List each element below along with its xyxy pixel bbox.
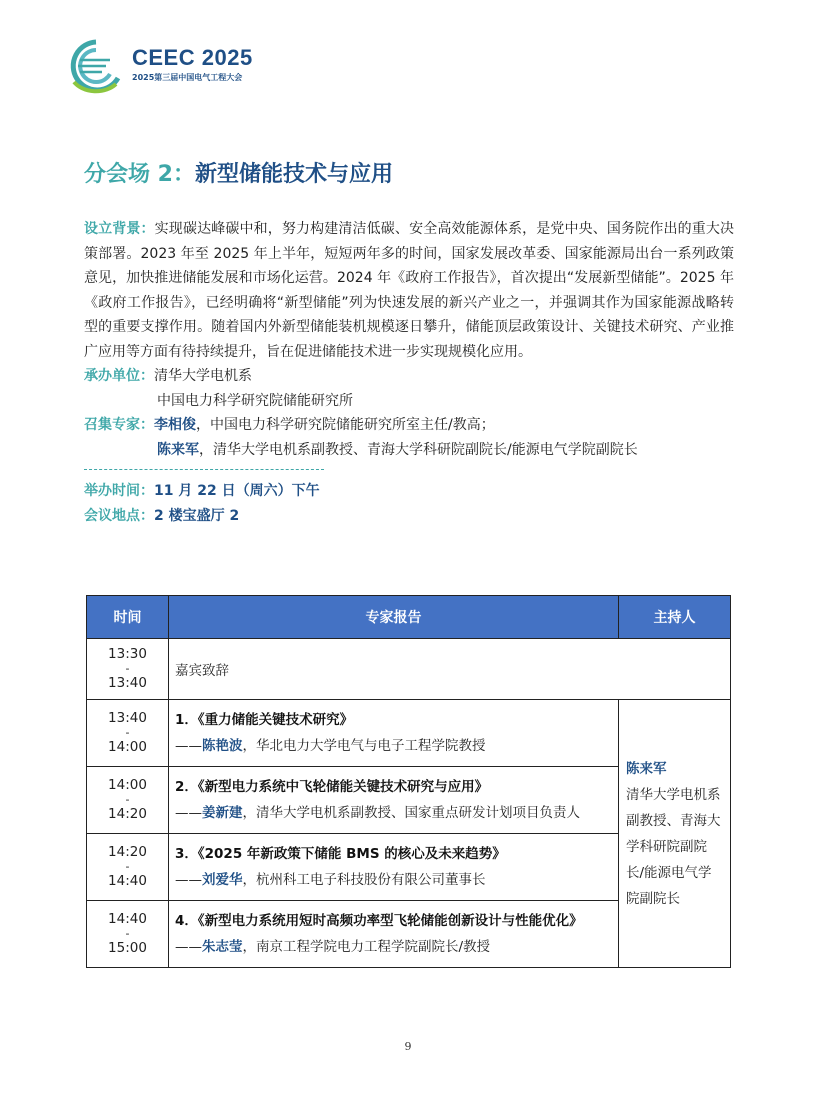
speaker-dash: —— <box>175 939 202 955</box>
talk-cell <box>169 700 619 767</box>
table-row <box>87 700 731 767</box>
section-title-prefix: 分会场 2： <box>84 162 195 187</box>
logo-name: CEEC 2025 <box>132 45 253 70</box>
schedule-table <box>86 595 731 968</box>
time-dash: - <box>125 726 130 739</box>
time-dash: - <box>125 662 130 675</box>
table-row <box>87 639 731 700</box>
page-number: 9 <box>404 1040 412 1053</box>
speaker-dash: —— <box>175 805 202 821</box>
talk-speaker-line <box>175 733 617 759</box>
convener-1-desc: ，中国电力科学研究院储能研究所室主任/教高； <box>196 417 495 433</box>
speaker-name: 刘爱华 <box>202 872 243 888</box>
speaker-affiliation: ，南京工程学院电力工程学院副院长/教授 <box>242 939 491 955</box>
talk-cell <box>169 834 619 901</box>
talk-speaker-line <box>175 800 617 826</box>
convener-2-desc: ，清华大学电机系副教授、青海大学科研院副院长/能源电气学院副院长 <box>199 441 638 458</box>
end-time: 13:40 <box>108 675 147 691</box>
logo-globe-icon <box>66 38 122 94</box>
background-text: 实现碳达峰碳中和，努力构建清洁低碳、安全高效能源体系，是党中央、国务院作出的重大决策部署。2023 年至 2025 年上半年，短短两年多的时间，国家发展改革委、国家能源局出台一系列政策意见，加快推进储能发展和市场化运营。2024 年《政府工作报告》，首次提出“发展新型储能”。2025 年《政府工作报告》，已经明确将“新型储能”列为快速发展的新兴产业之一，并强调其作为国家能源战略转型的重要支撑作用。随着国内外新型储能装机规模逐日攀升，储能顶层政策设计、关键技术研究、产业推广应用等方面有待持续提升，旨在促进储能技术进一步实现规模化应用。 <box>84 221 735 360</box>
end-time: 14:20 <box>108 806 147 822</box>
talk-title: 4．《新型电力系统用短时高频功率型飞轮储能创新设计与性能优化》 <box>175 913 583 929</box>
venue-value: 2 楼宝盛厅 2 <box>154 507 240 524</box>
speaker-dash: —— <box>175 738 202 754</box>
end-time: 14:00 <box>108 739 147 755</box>
host-cell <box>619 700 731 968</box>
section-title-main: 新型储能技术与应用 <box>194 162 393 187</box>
session-info <box>84 217 734 528</box>
talk-cell <box>169 901 619 968</box>
host-name: 陈来军 <box>626 760 667 777</box>
end-time: 14:40 <box>108 873 147 889</box>
time-dash: - <box>125 860 130 873</box>
table-header-row <box>87 596 731 639</box>
start-time: 14:40 <box>108 911 147 927</box>
organizer-2: 中国电力科学研究院储能研究所 <box>157 392 353 409</box>
start-time: 14:20 <box>108 844 147 860</box>
speaker-name: 朱志莹 <box>202 939 243 955</box>
speaker-affiliation: ，清华大学电机系副教授、国家重点研发计划项目负责人 <box>242 805 580 821</box>
talk-speaker-line <box>175 867 617 893</box>
time-cell <box>87 639 169 700</box>
header-time: 时间 <box>87 596 169 639</box>
background-paragraph <box>84 217 734 364</box>
time-dash: - <box>125 793 130 806</box>
talk-title: 2．《新型电力系统中飞轮储能关键技术研究与应用》 <box>175 779 489 795</box>
venue-row <box>84 504 734 529</box>
organizer-row <box>84 364 734 389</box>
logo-subtitle: 2025第三届中国电气工程大会 <box>132 73 243 82</box>
convener-row-2 <box>84 438 734 463</box>
talk-cell <box>169 767 619 834</box>
time-dash: - <box>125 927 130 940</box>
host-desc: 清华大学电机系副教授、青海大学科研院副院长/能源电气学院副院长 <box>626 786 721 907</box>
organizer-label: 承办单位： <box>84 368 154 384</box>
talk-title: 3．《2025 年新政策下储能 BMS 的核心及未来趋势》 <box>175 846 506 862</box>
organizer-1: 清华大学电机系 <box>154 368 252 384</box>
time-cell <box>87 767 169 834</box>
speaker-dash: —— <box>175 872 202 888</box>
convener-label: 召集专家： <box>84 417 154 433</box>
welcome-cell: 嘉宾致辞 <box>169 639 731 700</box>
start-time: 14:00 <box>108 777 147 793</box>
organizer-row-2 <box>84 389 734 414</box>
dashed-divider <box>84 469 324 470</box>
end-time: 15:00 <box>108 940 147 956</box>
ceec-logo <box>66 38 266 94</box>
section-title <box>84 157 393 188</box>
speaker-affiliation: ，杭州科工电子科技股份有限公司董事长 <box>242 872 486 888</box>
start-time: 13:40 <box>108 710 147 726</box>
talk-speaker-line <box>175 934 617 960</box>
time-label: 举办时间： <box>84 483 154 499</box>
speaker-name: 陈艳波 <box>202 738 243 754</box>
venue-label: 会议地点： <box>84 507 154 524</box>
convener-row <box>84 413 734 438</box>
time-value: 11 月 22 日（周六）下午 <box>154 483 320 499</box>
convener-2-name: 陈来军 <box>157 441 199 458</box>
header-host: 主持人 <box>619 596 731 639</box>
time-row <box>84 479 734 504</box>
start-time: 13:30 <box>108 646 147 662</box>
speaker-name: 姜新建 <box>202 805 243 821</box>
time-cell <box>87 700 169 767</box>
time-cell <box>87 834 169 901</box>
speaker-affiliation: ，华北电力大学电气与电子工程学院教授 <box>242 738 486 754</box>
time-cell <box>87 901 169 968</box>
talk-title: 1．《重力储能关键技术研究》 <box>175 712 354 728</box>
background-label: 设立背景： <box>84 221 155 237</box>
convener-1-name: 李相俊 <box>154 417 196 433</box>
header-talk: 专家报告 <box>169 596 619 639</box>
